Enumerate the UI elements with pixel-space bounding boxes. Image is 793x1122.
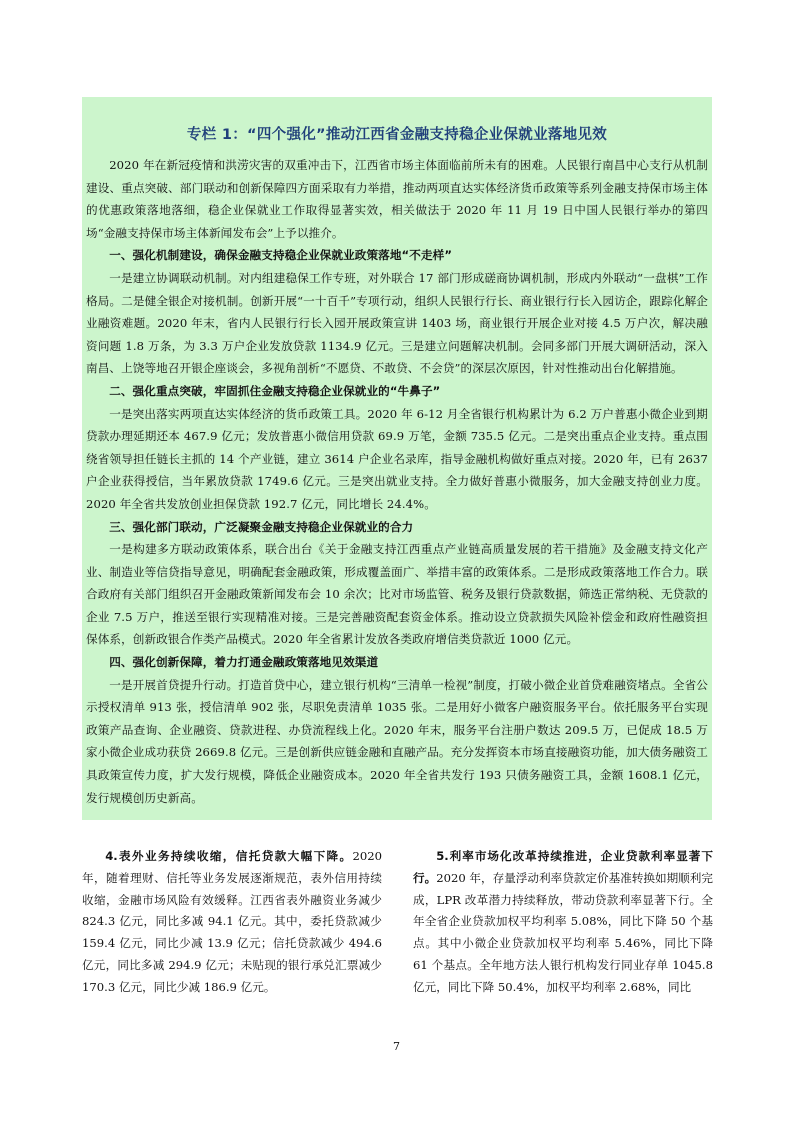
feature-box <box>82 97 712 820</box>
section-3-heading: 三、强化部门联动，广泛凝聚金融支持稳企业保就业的合力 <box>109 519 414 534</box>
section-2-heading: 二、强化重点突破，牢固抓住金融支持稳企业保就业的“牛鼻子” <box>109 383 441 398</box>
section-1-heading: 一、强化机制建设，确保金融支持稳企业保就业政策落地“不走样” <box>109 248 453 263</box>
section-3-body: 一是构建多方联动政策体系，联合出台《关于金融支持江西重点产业链高质量发展的若干措施》及金融支持文化产业、制造业等信贷指导意见，明确配套金融政策，形成覆盖面广、举措丰富的政策体系。二是形成政策落地工作合力。联合政府有关部门组织召开金融政策新闻发布会 10 余次；比对市场监管、税务及银行贷款数据，筛选正常纳税、无贷款的企业 7.5 万户，推送至银行实现精准对接。三是完善融资配套资金体系。推动设立贷款损失风险补偿金和政府性融资担保体系，创新政银合作类产品模式。2020 年全省累计发放各类政府增信类贷款近 1000 亿元。 <box>86 542 708 647</box>
section-2-body: 一是突出落实两项直达实体经济的货币政策工具。2020 年 6-12 月全省银行机构累计为 6.2 万户普惠小微企业到期贷款办理延期还本 467.9 亿元；发放普惠小微信用贷款 69.9 万笔，金额 735.5 亿元。二是突出重点企业支持。重点围绕省领导担任链长主抓的 14 个产业链，建立 3614 户企业名录库，指导金融机构做好重点对接。2020 年，已有 2637 户企业获得授信，当年累放贷款 1749.6 亿元。三是突出就业支持。全力做好普惠小微服务，加大金融支持创业力度。2020 年全省共发放创业担保贷款 192.7 亿元，同比增长 24.4%。 <box>86 406 708 511</box>
box-title: 专栏 1：“四个强化”推动江西省金融支持稳企业保就业落地见效 <box>186 127 608 143</box>
left-column-heading: 4.表外业务持续收缩，信托贷款大幅下降。 <box>105 849 353 863</box>
right-column-heading: 5.利率市场化改革持续推进，企业贷款利率显著下行。 <box>413 849 713 885</box>
section-1-body: 一是建立协调联动机制。对内组建稳保工作专班，对外联合 17 部门形成磋商协调机制，形成内外联动“一盘棋”工作格局。二是健全银企对接机制。创新开展“一十百千”专项行动，组织人民银行行长、商业银行行长入园访企，跟踪化解企业融资难题。2020 年末，省内人民银行行长入园开展政策宣讲 1403 场，商业银行开展企业对接 4.5 万户次，解决融资问题 1.8 万条，为 3.3 万户企业发放贷款 1134.9 亿元。三是建立问题解决机制。会同多部门开展大调研活动，深入南昌、上饶等地召开银企座谈会，多视角剖析“不愿贷、不敢贷、不会贷”的深层次原因，针对性推动出台化解措施。 <box>86 270 708 376</box>
right-column <box>413 846 713 999</box>
section-4-heading: 四、强化创新保障，着力打通金融政策落地见效渠道 <box>109 655 379 670</box>
page-number: 7 <box>393 1040 400 1053</box>
left-column <box>82 846 382 999</box>
box-intro: 2020 年在新冠疫情和洪涝灾害的双重冲击下，江西省市场主体面临前所未有的困难。人民银行南昌中心支行从机制建设、重点突破、部门联动和创新保障四方面采取有力举措，推动两项直达实体经济货币政策等系列金融支持保市场主体的优惠政策落地落细，稳企业保就业工作取得显著实效，相关做法于 2020 年 11 月 19 日中国人民银行举办的第四场“金融支持保市场主体新闻发布会”上予以推介。 <box>86 158 708 240</box>
section-4-body: 一是开展首贷提升行动。打造首贷中心，建立银行机构“三清单一检视”制度，打破小微企业首贷难融资堵点。全省公示授权清单 913 张，授信清单 902 张，尽职免责清单 1035 张。二是用好小微客户融资服务平台。依托服务平台实现政策产品查询、企业融资、贷款进程、办贷流程线上化。2020 年末，服务平台注册户数达 209.5 万，已促成 18.5 万家小微企业成功获贷 2669.8 亿元。三是创新供应链金融和直融产品。充分发挥资本市场直接融资功能，加大债务融资工具政策宣传力度，扩大发行规模，降低企业融资成本。2020 年全省共发行 193 只债务融资工具，金额 1608.1 亿元，发行规模创历史新高。 <box>86 677 708 805</box>
right-column-body: 2020 年，存量浮动利率贷款定价基准转换如期顺利完成，LPR 改革潜力持续释放，带动贷款利率显著下行。全年全省企业贷款加权平均利率 5.08%，同比下降 50 个基点。其中小微企业贷款加权平均利率 5.46%，同比下降 61 个基点。全年地方法人银行机构发行同业存单 1045.8 亿元，同比下降 50.4%，加权平均利率 2.68%，同比 <box>413 870 713 994</box>
left-column-body: 2020 年，随着理财、信托等业务发展逐渐规范，表外信用持续收缩，金融市场风险有效缓释。江西省表外融资业务减少 824.3 亿元，同比多减 94.1 亿元。其中，委托贷款减少 159.4 亿元，同比少减 13.9 亿元；信托贷款减少 494.6 亿元，同比多减 294.9 亿元；未贴现的银行承兑汇票减少 170.3 亿元，同比少减 186.9 亿元。 <box>82 849 382 994</box>
